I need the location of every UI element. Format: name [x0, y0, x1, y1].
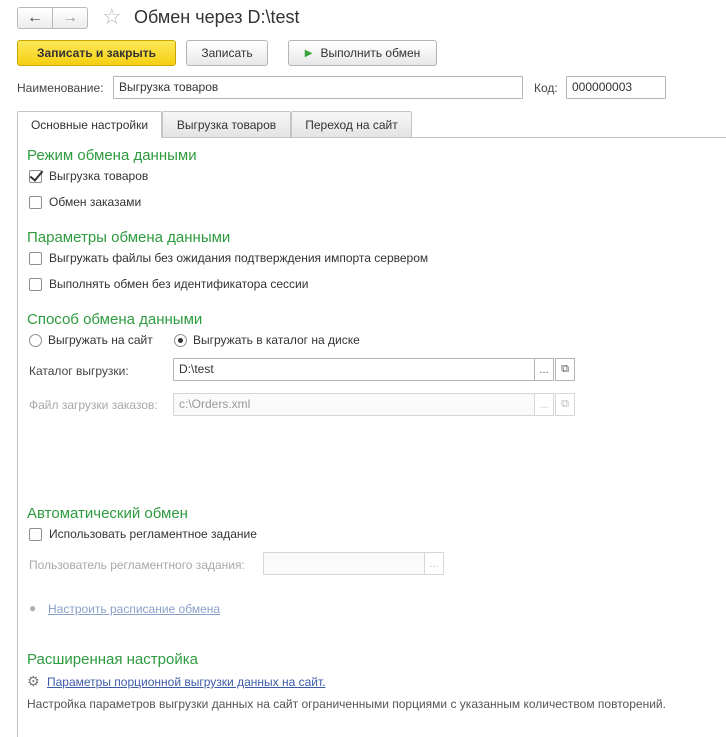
advanced-section-title: Расширенная настройка — [27, 651, 198, 668]
code-label: Код: — [534, 81, 558, 95]
method-section-title: Способ обмена данными — [27, 311, 203, 328]
run-exchange-button[interactable] — [288, 40, 437, 66]
page-title: Обмен через D:\test — [134, 7, 300, 27]
run-exchange-label: Выполнить обмен — [320, 46, 421, 60]
portion-settings-link[interactable]: Параметры порционной выгрузки данных на сайт. — [47, 675, 326, 689]
radio-upload-to-site[interactable] — [29, 334, 42, 347]
orders-file-input[interactable]: c:\Orders.xml — [173, 393, 535, 416]
portion-settings-description: Настройка параметров выгрузки данных на сайт ограниченными порциями с указанным количеством повторений. — [27, 697, 666, 711]
tab-main-settings[interactable]: Основные настройки — [17, 111, 162, 138]
name-input[interactable]: Выгрузка товаров — [113, 76, 523, 99]
orders-file-choose-button[interactable]: ... — [534, 393, 554, 416]
arrow-left-icon: ← — [27, 9, 43, 26]
save-button[interactable]: Записать — [186, 40, 268, 66]
play-icon: ▶ — [304, 47, 313, 59]
schedule-link[interactable]: Настроить расписание обмена — [48, 602, 221, 616]
catalog-label: Каталог выгрузки: — [29, 364, 129, 378]
catalog-choose-button[interactable]: ... — [534, 358, 554, 381]
job-user-label: Пользователь регламентного задания: — [29, 558, 245, 572]
radio-upload-to-disk[interactable] — [174, 334, 187, 347]
catalog-input[interactable]: D:\test — [173, 358, 535, 381]
back-button[interactable] — [17, 7, 53, 29]
job-user-choose-button[interactable]: ... — [424, 552, 444, 575]
no-session-label: Выполнять обмен без идентификатора сессии — [49, 277, 309, 291]
orders-file-open-icon[interactable]: ⧉ — [555, 393, 575, 416]
no-wait-checkbox[interactable] — [29, 252, 42, 265]
portion-settings-icon: ⚙ — [27, 673, 40, 689]
use-job-checkbox[interactable] — [29, 528, 42, 541]
radio-upload-to-disk-label: Выгружать в каталог на диске — [193, 333, 360, 347]
params-section-title: Параметры обмена данными — [27, 229, 231, 246]
name-label: Наименование: — [17, 81, 104, 95]
radio-upload-to-site-label: Выгружать на сайт — [48, 333, 153, 347]
exchange-orders-label: Обмен заказами — [49, 195, 142, 209]
tab-goods-export[interactable]: Выгрузка товаров — [162, 111, 291, 137]
use-job-label: Использовать регламентное задание — [49, 527, 257, 541]
forward-button[interactable] — [52, 7, 88, 29]
tab-panel — [17, 137, 726, 737]
no-session-checkbox[interactable] — [29, 278, 42, 291]
catalog-open-icon[interactable]: ⧉ — [555, 358, 575, 381]
no-wait-label: Выгружать файлы без ожидания подтверждения импорта сервером — [49, 251, 429, 265]
export-goods-label: Выгрузка товаров — [49, 169, 149, 183]
schedule-icon: ● — [29, 601, 37, 615]
job-user-input[interactable] — [263, 552, 425, 575]
orders-file-label: Файл загрузки заказов: — [29, 398, 158, 412]
mode-section-title: Режим обмена данными — [27, 147, 197, 164]
auto-section-title: Автоматический обмен — [27, 505, 188, 522]
arrow-right-icon: → — [62, 9, 78, 26]
star-icon[interactable]: ☆ — [102, 4, 122, 29]
export-goods-checkbox[interactable] — [29, 170, 42, 183]
save-and-close-button[interactable]: Записать и закрыть — [17, 40, 176, 66]
exchange-orders-checkbox[interactable] — [29, 196, 42, 209]
tab-go-to-site[interactable]: Переход на сайт — [291, 111, 412, 137]
code-input[interactable]: 000000003 — [566, 76, 666, 99]
